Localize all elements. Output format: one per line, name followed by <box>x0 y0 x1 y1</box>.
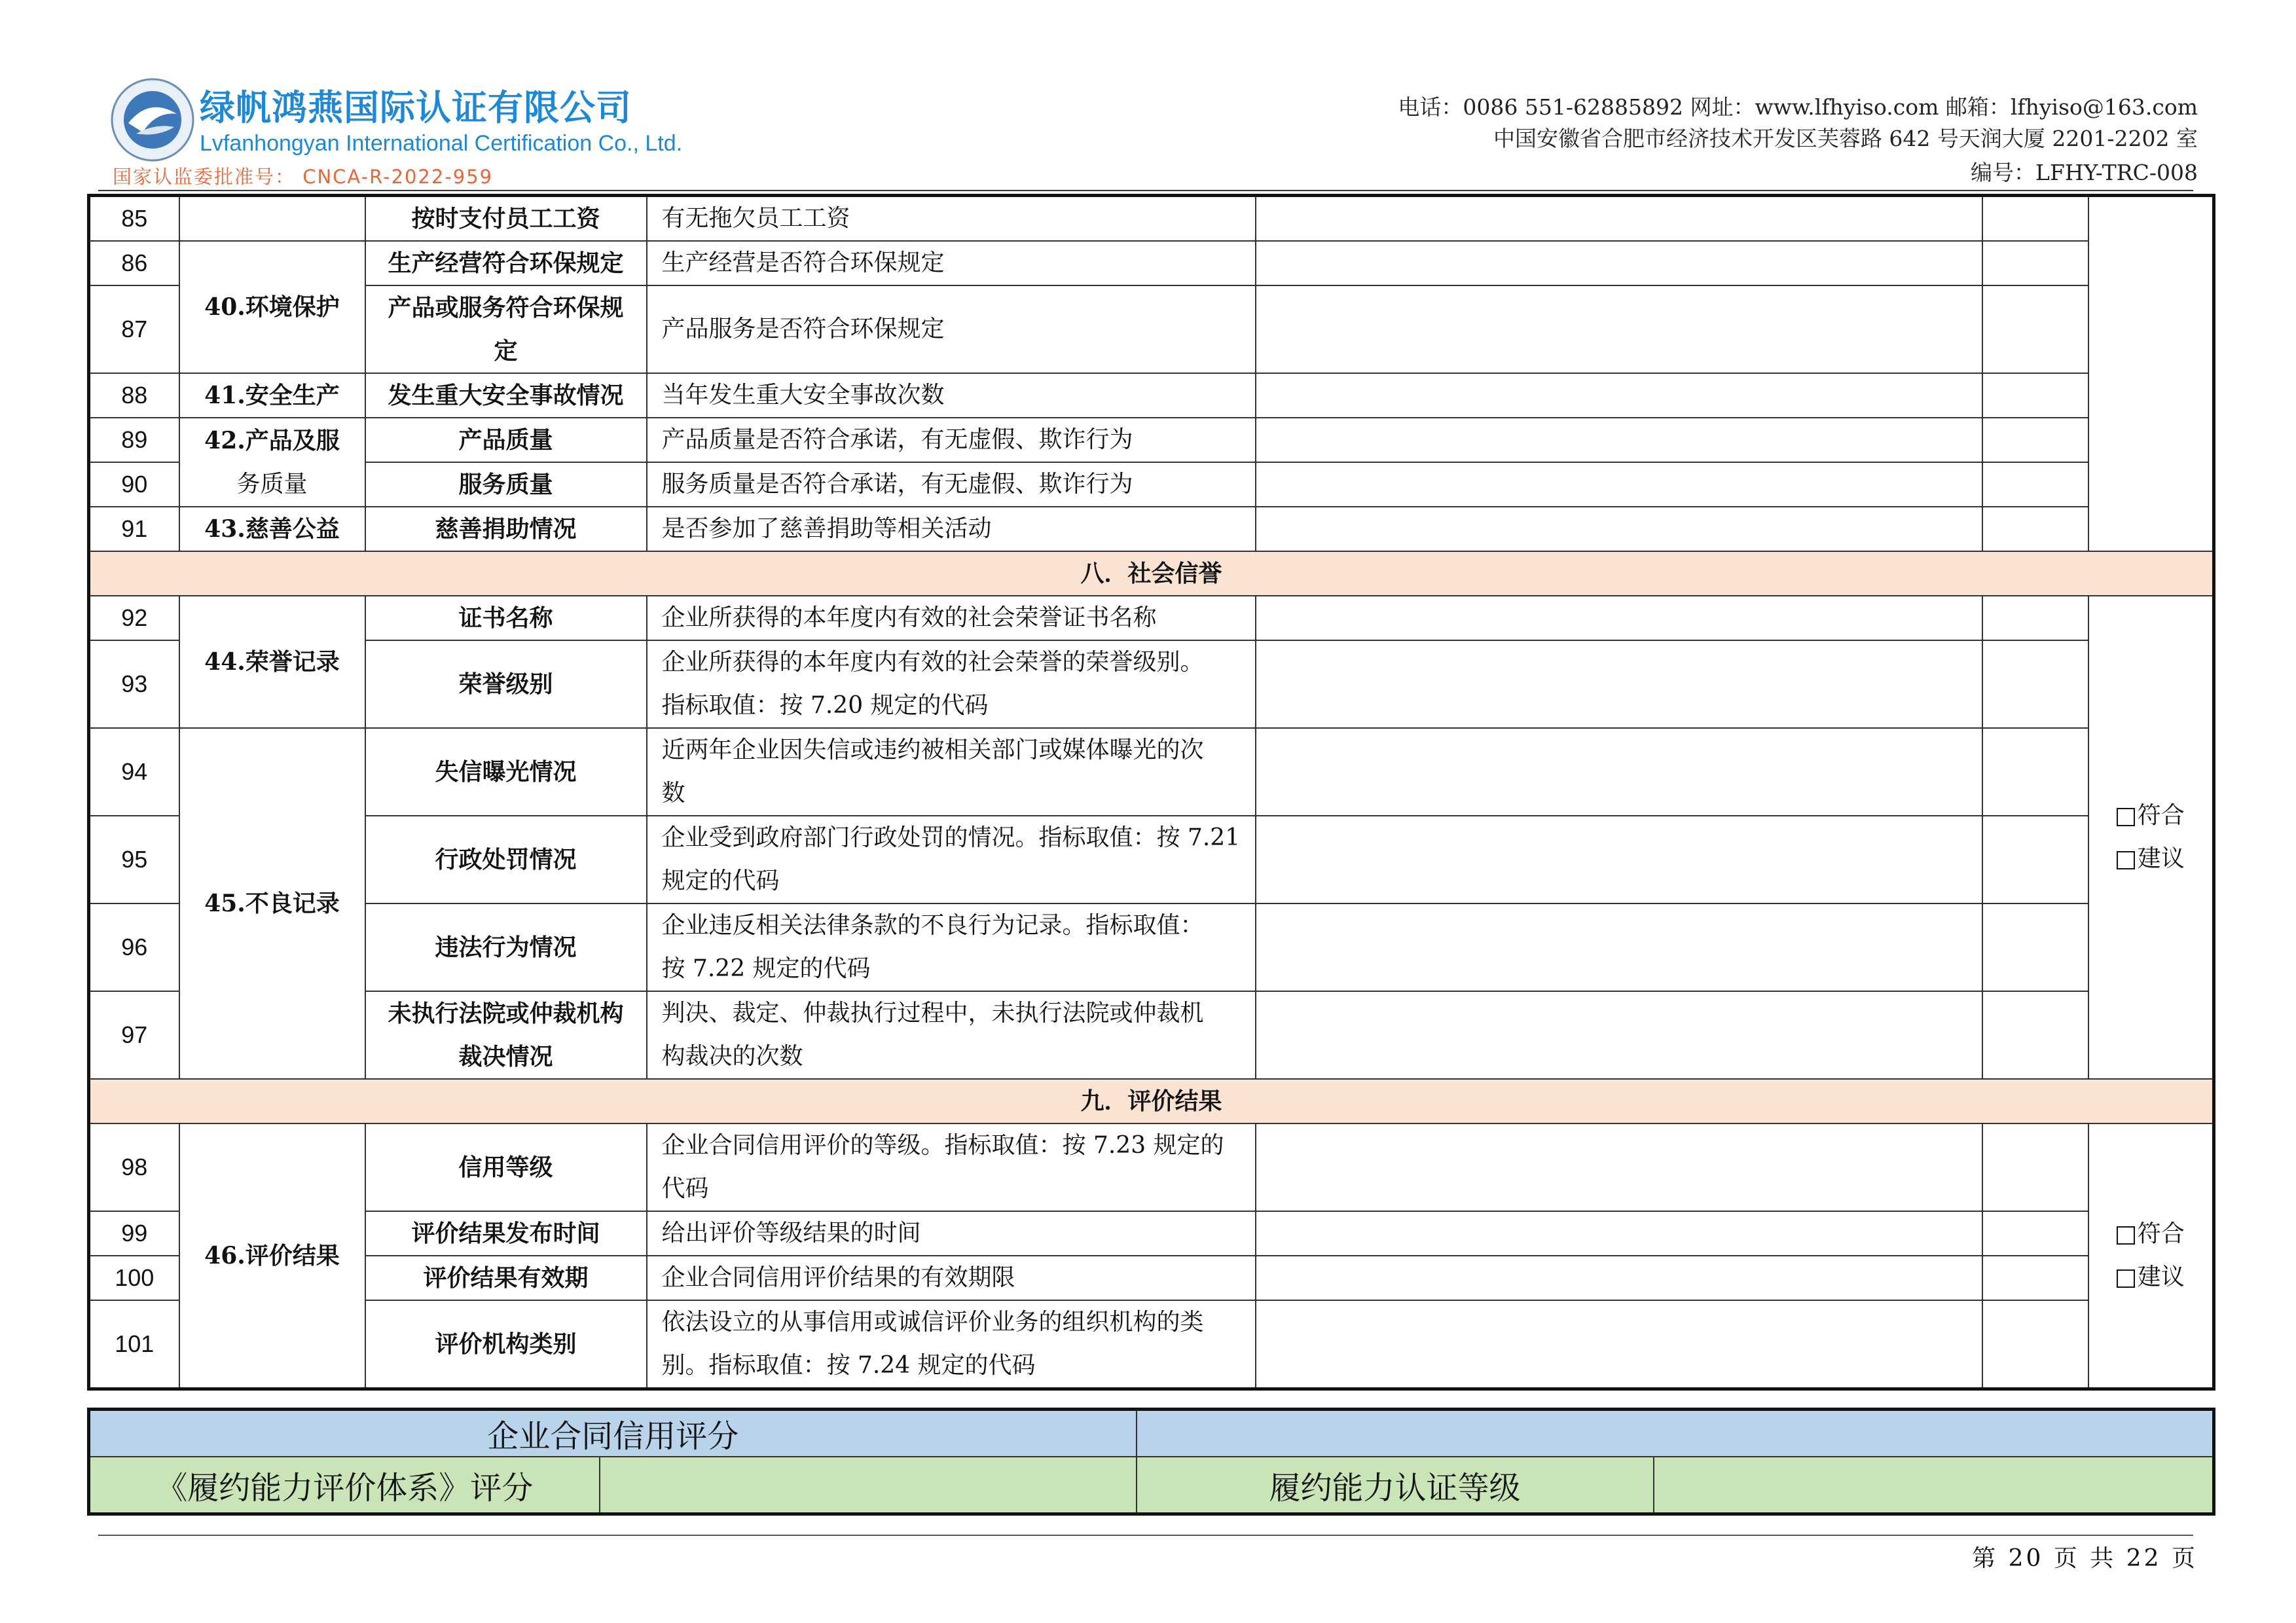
table-row <box>89 1211 2214 1256</box>
description-line: 企业所获得的本年度内有效的社会荣誉的荣誉级别。 <box>661 649 1204 676</box>
indicator-description <box>647 816 1256 903</box>
indicator-description: 有无拖欠员工工资 <box>647 196 1256 242</box>
row-number: 92 <box>89 596 179 640</box>
evidence-cell[interactable] <box>1256 241 1982 285</box>
score-cell[interactable] <box>1982 285 2088 373</box>
evidence-cell[interactable] <box>1256 640 1982 728</box>
indicator-name <box>365 991 647 1079</box>
description-line: 企业合同信用评价的等级。指标取值：按 7.23 规定的 <box>661 1132 1224 1159</box>
table-row <box>89 816 2214 903</box>
contract-credit-score-value[interactable] <box>1137 1410 2214 1457</box>
evidence-cell[interactable] <box>1256 1211 1982 1256</box>
score-cell[interactable] <box>1982 1123 2088 1211</box>
table-row <box>89 991 2214 1079</box>
footer-divider <box>98 1535 2193 1536</box>
category-evaluation: 46.评价结果 <box>179 1123 365 1389</box>
company-name-en: Lvfanhongyan International Certification Co., Ltd. <box>200 131 683 156</box>
indicator-name: 行政处罚情况 <box>365 816 647 903</box>
row-number: 91 <box>89 507 179 551</box>
section-title-evaluation-result: 九．评价结果 <box>89 1079 2214 1123</box>
indicator-name: 证书名称 <box>365 596 647 640</box>
checkbox-label: 符合 <box>2137 802 2185 829</box>
description-line: 别。指标取值：按 7.24 规定的代码 <box>661 1352 1036 1379</box>
evidence-cell[interactable] <box>1256 991 1982 1079</box>
description-line: 指标取值：按 7.20 规定的代码 <box>661 692 989 719</box>
description-line: 代码 <box>661 1175 709 1202</box>
indicator-name: 评价结果有效期 <box>365 1256 647 1300</box>
indicator-description: 产品服务是否符合环保规定 <box>647 285 1256 373</box>
checkbox-label: 建议 <box>2137 845 2185 872</box>
category-quality <box>179 418 365 507</box>
conclusion-cell <box>2088 196 2214 552</box>
indicator-description <box>647 991 1256 1079</box>
certification-logo-icon <box>110 77 195 162</box>
indicator-name: 违法行为情况 <box>365 903 647 991</box>
checkbox-suggest[interactable] <box>2089 837 2213 881</box>
category-charity: 43.慈善公益 <box>179 507 365 551</box>
section-row <box>89 551 2214 596</box>
category-safety: 41.安全生产 <box>179 373 365 418</box>
checkbox-label: 符合 <box>2137 1220 2185 1247</box>
score-cell[interactable] <box>1982 418 2088 462</box>
table-row <box>89 728 2214 816</box>
indicator-description: 产品质量是否符合承诺，有无虚假、欺诈行为 <box>647 418 1256 462</box>
score-cell[interactable] <box>1982 241 2088 285</box>
indicator-name: 评价机构类别 <box>365 1300 647 1389</box>
indicator-name: 评价结果发布时间 <box>365 1211 647 1256</box>
indicator-description: 生产经营是否符合环保规定 <box>647 241 1256 285</box>
row-number: 89 <box>89 418 179 462</box>
table-row <box>89 196 2214 242</box>
evidence-cell[interactable] <box>1256 418 1982 462</box>
evidence-cell[interactable] <box>1256 1256 1982 1300</box>
indicator-name: 生产经营符合环保规定 <box>365 241 647 285</box>
checkbox-conform[interactable] <box>2089 794 2213 837</box>
description-line: 企业受到政府部门行政处罚的情况。指标取值：按 7.21 <box>661 824 1241 851</box>
company-address: 中国安徽省合肥市经济技术开发区芙蓉路 642 号天润大厦 2201-2202 室 <box>1493 126 2198 151</box>
page-number: 第 20 页 共 22 页 <box>1972 1545 2198 1572</box>
evidence-cell[interactable] <box>1256 728 1982 816</box>
certification-level-value[interactable] <box>1654 1457 2214 1514</box>
description-line: 判决、裁定、仲裁执行过程中，未执行法院或仲裁机 <box>661 1000 1204 1027</box>
indicator-name-line: 裁决情况 <box>458 1043 553 1070</box>
page-header <box>0 0 2296 196</box>
row-number: 95 <box>89 816 179 903</box>
table-row <box>89 903 2214 991</box>
table-row <box>89 462 2214 507</box>
conclusion-cell <box>2088 1123 2214 1389</box>
contract-credit-score-label: 企业合同信用评分 <box>89 1410 1137 1457</box>
category-bad-record: 45.不良记录 <box>179 728 365 1079</box>
document-number: 编号：LFHY-TRC-008 <box>1971 160 2198 185</box>
indicator-name: 荣誉级别 <box>365 640 647 728</box>
checkbox-conform[interactable] <box>2089 1213 2213 1256</box>
contact-info: 电话：0086 551-62885892 网址：www.lfhyiso.com 邮箱：lfhyiso@163.com <box>1398 94 2198 120</box>
score-cell[interactable] <box>1982 816 2088 903</box>
indicator-name: 发生重大安全事故情况 <box>365 373 647 418</box>
evidence-cell[interactable] <box>1256 285 1982 373</box>
evidence-cell[interactable] <box>1256 1123 1982 1211</box>
table-row <box>89 507 2214 551</box>
indicator-name: 慈善捐助情况 <box>365 507 647 551</box>
indicator-description <box>647 640 1256 728</box>
score-cell[interactable] <box>1982 373 2088 418</box>
checkbox-icon[interactable] <box>2117 851 2135 869</box>
section-row <box>89 1079 2214 1123</box>
system-score-label: 《履约能力评价体系》评分 <box>89 1457 600 1514</box>
score-cell[interactable] <box>1982 462 2088 507</box>
category-cell <box>179 196 365 242</box>
table-row <box>89 640 2214 728</box>
category-line: 务质量 <box>236 470 308 498</box>
certification-level-label: 履约能力认证等级 <box>1137 1457 1654 1514</box>
indicator-description: 企业所获得的本年度内有效的社会荣誉证书名称 <box>647 596 1256 640</box>
indicator-description: 企业合同信用评价结果的有效期限 <box>647 1256 1256 1300</box>
evidence-cell[interactable] <box>1256 903 1982 991</box>
row-number: 86 <box>89 241 179 285</box>
description-line: 数 <box>661 780 685 807</box>
category-line: 42.产品及服 <box>204 426 340 454</box>
row-number: 85 <box>89 196 179 242</box>
score-cell[interactable] <box>1982 903 2088 991</box>
checkbox-icon[interactable] <box>2117 808 2135 826</box>
table-row <box>89 418 2214 462</box>
row-number: 90 <box>89 462 179 507</box>
evidence-cell[interactable] <box>1256 196 1982 242</box>
indicator-description: 是否参加了慈善捐助等相关活动 <box>647 507 1256 551</box>
evidence-cell[interactable] <box>1256 462 1982 507</box>
indicator-name: 服务质量 <box>365 462 647 507</box>
table-row <box>89 1256 2214 1300</box>
description-line: 依法设立的从事信用或诚信评价业务的组织机构的类 <box>661 1309 1204 1336</box>
score-cell[interactable] <box>1982 640 2088 728</box>
row-number: 93 <box>89 640 179 728</box>
description-line: 按 7.22 规定的代码 <box>661 955 871 982</box>
evidence-cell[interactable] <box>1256 373 1982 418</box>
category-honor: 44.荣誉记录 <box>179 596 365 728</box>
indicator-name <box>365 285 647 373</box>
score-summary-table <box>87 1408 2215 1516</box>
row-number: 99 <box>89 1211 179 1256</box>
indicator-description <box>647 728 1256 816</box>
table-row <box>89 241 2214 285</box>
row-number: 100 <box>89 1256 179 1300</box>
row-number: 101 <box>89 1300 179 1389</box>
row-number: 88 <box>89 373 179 418</box>
evidence-cell[interactable] <box>1256 816 1982 903</box>
evaluation-table <box>87 194 2215 1391</box>
checkbox-suggest[interactable] <box>2089 1256 2213 1299</box>
indicator-name-line: 定 <box>494 337 518 365</box>
score-cell[interactable] <box>1982 991 2088 1079</box>
row-number: 87 <box>89 285 179 373</box>
table-row <box>89 596 2214 640</box>
indicator-description <box>647 1123 1256 1211</box>
score-cell[interactable] <box>1982 507 2088 551</box>
indicator-name: 产品质量 <box>365 418 647 462</box>
description-line: 企业违反相关法律条款的不良行为记录。指标取值： <box>661 912 1204 939</box>
summary-row <box>89 1410 2214 1457</box>
checkbox-label: 建议 <box>2137 1264 2185 1290</box>
score-cell[interactable] <box>1982 1256 2088 1300</box>
indicator-name-line: 未执行法院或仲裁机构 <box>388 1000 624 1027</box>
indicator-description: 当年发生重大安全事故次数 <box>647 373 1256 418</box>
row-number: 97 <box>89 991 179 1079</box>
row-number: 98 <box>89 1123 179 1211</box>
header-divider <box>98 190 2193 191</box>
summary-row <box>89 1457 2214 1514</box>
system-score-value[interactable] <box>600 1457 1137 1514</box>
score-cell[interactable] <box>1982 1300 2088 1389</box>
description-line: 近两年企业因失信或违约被相关部门或媒体曝光的次 <box>661 737 1204 763</box>
section-title-social-reputation: 八．社会信誉 <box>89 551 2214 596</box>
category-environment: 40.环境保护 <box>179 241 365 373</box>
score-cell[interactable] <box>1982 196 2088 242</box>
indicator-description: 给出评价等级结果的时间 <box>647 1211 1256 1256</box>
checkbox-icon[interactable] <box>2117 1269 2135 1288</box>
indicator-name: 按时支付员工工资 <box>365 196 647 242</box>
evidence-cell[interactable] <box>1256 1300 1982 1389</box>
score-cell[interactable] <box>1982 728 2088 816</box>
company-name-cn: 绿帆鸿燕国际认证有限公司 <box>200 87 632 128</box>
row-number: 96 <box>89 903 179 991</box>
score-cell[interactable] <box>1982 596 2088 640</box>
description-line: 规定的代码 <box>661 867 780 894</box>
table-row <box>89 1123 2214 1211</box>
approval-number: 国家认监委批准号： CNCA-R-2022-959 <box>113 166 494 188</box>
checkbox-icon[interactable] <box>2117 1226 2135 1245</box>
table-row <box>89 373 2214 418</box>
indicator-name: 信用等级 <box>365 1123 647 1211</box>
table-row <box>89 1300 2214 1389</box>
table-row <box>89 285 2214 373</box>
indicator-description <box>647 903 1256 991</box>
evidence-cell[interactable] <box>1256 507 1982 551</box>
indicator-description: 服务质量是否符合承诺，有无虚假、欺诈行为 <box>647 462 1256 507</box>
conclusion-cell <box>2088 596 2214 1079</box>
indicator-name-line: 产品或服务符合环保规 <box>388 294 624 321</box>
indicator-description <box>647 1300 1256 1389</box>
row-number: 94 <box>89 728 179 816</box>
indicator-name: 失信曝光情况 <box>365 728 647 816</box>
evidence-cell[interactable] <box>1256 596 1982 640</box>
description-line: 构裁决的次数 <box>661 1043 803 1070</box>
score-cell[interactable] <box>1982 1211 2088 1256</box>
